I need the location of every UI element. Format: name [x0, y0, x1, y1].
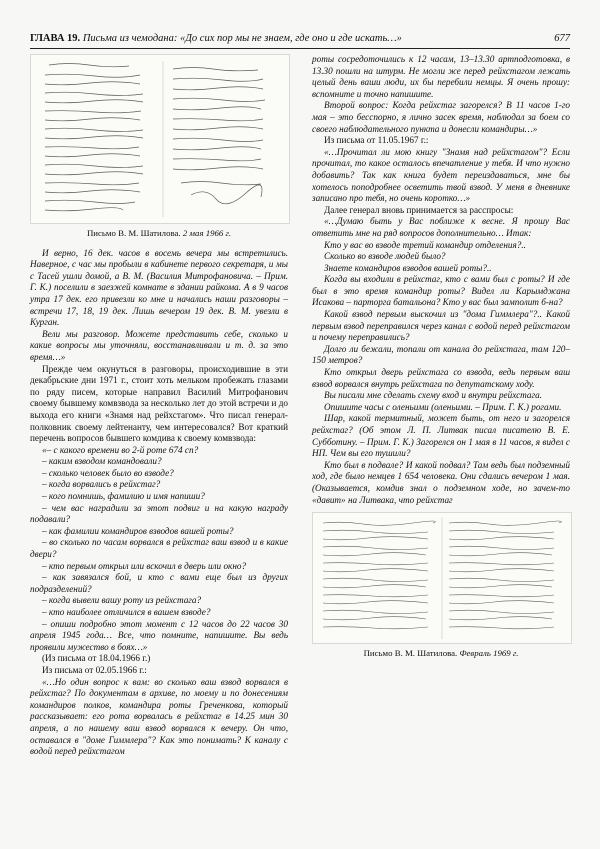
photo-caption-2 [312, 648, 570, 660]
right-column [312, 54, 570, 668]
letter-date-line: Из письма от 11.05.1967 г.: [324, 135, 429, 146]
paragraph: роты сосредоточились к 12 часам, 13–13.30 артподготовка, в 13.30 пошли на штурм. Не могли же перед рейхстагом лежать целый день ваши люди, их бы перебили немцы. Я очень прошу: вспомните и точно напишите. [312, 54, 570, 99]
question-item: – кто первым открыл или вскочил в дверь или окно? [42, 560, 247, 571]
question-item: Шар, какой термитный, может быть, от него и загорелся рейхстаг? (Об этом Л. П. Литвак писал писателю В. Е. Субботину. – Прим. Г. К.) Загорелся он 1 мая в 11 часов, я видел с НП. Чем вы его тушили? [312, 413, 570, 459]
question-item: Вы писали мне сделать схему вход и внутри рейхстага. [324, 390, 542, 401]
question-item: – чем вас наградили за этот подвиг и на какую награду подавали? [30, 502, 288, 525]
question-item: Кто открыл дверь рейхстага со взвода, ведь первым ваш взвод ворвался внутрь рейхстага по депутатскому ходу. [312, 367, 570, 389]
paragraph: «…Думаю быть у Вас поближе к весне. Я прошу Вас ответить мне на ряд вопросов дополнительно… Итак: [312, 216, 570, 238]
caption-text: Письмо В. М. Шатилова. [363, 648, 458, 659]
question-item: Какой взвод первым выскочил из "дома Гиммлера"?.. Какой первым взвод переправился через канал с водой перед рейхстагом и почему переправились? [312, 309, 570, 343]
question-item: – во сколько по часам ворвался в рейхстаг ваш взвод и в какие двери? [30, 537, 288, 560]
chapter-title: Письма из чемодана: «До сих пор мы не знаем, где оно и где искать…» [82, 33, 402, 44]
question-item: – сколько человек было во взводе? [42, 467, 174, 478]
paragraph: «…Но один вопрос к вам: во сколько ваш взвод ворвался в рейхстаг? По документам в архиве, по моему и по донесениям командиров полков, командира роты Греченкова, который рассказывает: его рота ворвалась в рейхстаг в 14.25 мин 30 апреля, а по нашему ваш взвод ворвался к вечеру. Он что, оставался в "доме Гиммлера"? Как это понимать? К каналу с водой перед рейхстагом [30, 676, 288, 757]
handwritten-letter-image [31, 55, 289, 223]
handwritten-letter-image-2 [313, 513, 571, 643]
question-item: «– с какого времени во 2-й роте 674 сп? [42, 444, 199, 455]
question-item: Опишите часы с оленьими (оленьими. – Прим. Г. К.) рогами. [324, 401, 562, 412]
question-item: – как завязался бой, и кто с вами еще был из других подразделений? [30, 572, 288, 594]
chapter-label: ГЛАВА 19. [30, 33, 81, 44]
paragraph: Второй вопрос: Когда рейхстаг загорелся? В 11 часов 1-го мая – это бесспорно, я лично засек время, наблюдал за боем со своего наблюдательного пункта и донесли командиры…» [312, 100, 570, 134]
letter-photo-1 [30, 54, 290, 224]
letter-date-line: Из письма от 02.05.1966 г.: [42, 664, 147, 675]
question-item: Знаете командиров взводов вашей роты?.. [324, 262, 492, 273]
caption-date: Февраль 1969 г. [459, 648, 519, 659]
paragraph: Вели мы разговор. Можете представить себе, сколько и какие вопросы мы уточняли, восстанавливали и т. д. за это время…» [30, 328, 288, 362]
question-item: Кто был в подвале? И какой подвал? Там ведь был подземный ход, где было немцев 1 654 человека. Они сдались вечером 1 мая. (Оказывается, комдив знал о подземном ходе, но зачем-то «давит» на Литвака, что рейхстаг [312, 459, 570, 505]
letter-photo-2 [312, 512, 572, 644]
chapter-heading [30, 33, 402, 44]
question-item: – опиши подробно этот момент с 12 часов до 22 часов 30 апреля 1945 года… Все, что помните, напишите. Вы ведь проявили мужество в боях…» [30, 618, 288, 652]
source-note: (Из письма от 18.04.1966 г.) [42, 653, 151, 664]
paragraph: И верно, 16 дек. часов в восемь вечера мы встретились. Наверное, с час мы пробыли в кабинете первого секретаря, и мы с Тасей ушли домой, а В. М. (Василия Митрофановича. – Прим. Г. К.) поселили в заезжей комнате в здании райкома. А в 9 часов утра 17 дек. его привезли ко мне и начались наши разговоры – встречи 17, 18, 19 дек. Лишь вечером 19 дек. В. М. увезли в Курган. [30, 247, 288, 328]
paragraph: «…Прочитал ли мою книгу "Знамя над рейхстагом"? Если прочитал, то какое осталось впечатление у тебя. И что нужно добавить? Так как книга будет переиздаваться, мне бы хотелось поподробнее осветить твой взвод. У меня в дневнике записано про тебя, но очень коротко…» [312, 146, 570, 204]
paragraph: Далее генерал вновь принимается за расспросы: [324, 204, 514, 215]
paragraph: Прежде чем окунуться в разговоры, происходившие в эти декабрьские дни 1971 г., стоит хоть мельком пробежать глазами по ряду писем, которые направил Василий Митрофанович своему бывшему комвзвода за несколько лет до этой встречи и до выхода его книги «Знамя над рейхстагом». Что писал генерал-полковник своему лейтенанту, чем интересовался? Вот краткий перечень вопросов бывшего комдива к своему комвзвода: [30, 363, 288, 444]
question-item: – когда ворвались в рейхстаг? [42, 479, 161, 490]
question-item: – каким взводом командовали? [42, 456, 162, 467]
question-item: – когда вывели вашу роту из рейхстага? [42, 595, 202, 606]
photo-caption-1 [30, 228, 288, 240]
question-item: – кто наиболее отличился в вашем взводе? [42, 607, 211, 617]
question-item: Кто у вас во взводе третий командир отделения?.. [324, 239, 526, 250]
question-item: Когда вы входили в рейхстаг, кто с вами был с роты? И где был в это время командир роты? Видел ли Карымджана Исакова – парторга батальона? Кто у вас был замполит б-на? [312, 274, 570, 308]
caption-date: 2 мая 1966 г. [182, 228, 232, 238]
question-item: Долго ли бежали, топали от канала до рейхстага, там 120–150 метров? [312, 343, 570, 366]
page-header [30, 30, 570, 49]
question-item: Сколько во взводе людей было? [324, 251, 446, 262]
page-number: 677 [554, 33, 570, 44]
left-column [30, 54, 288, 758]
caption-text: Письмо В. М. Шатилова. [86, 228, 181, 238]
question-item: – как фамилии командиров взводов вашей роты? [42, 525, 234, 536]
question-item: – кого помнишь, фамилию и имя напиши? [42, 491, 205, 502]
